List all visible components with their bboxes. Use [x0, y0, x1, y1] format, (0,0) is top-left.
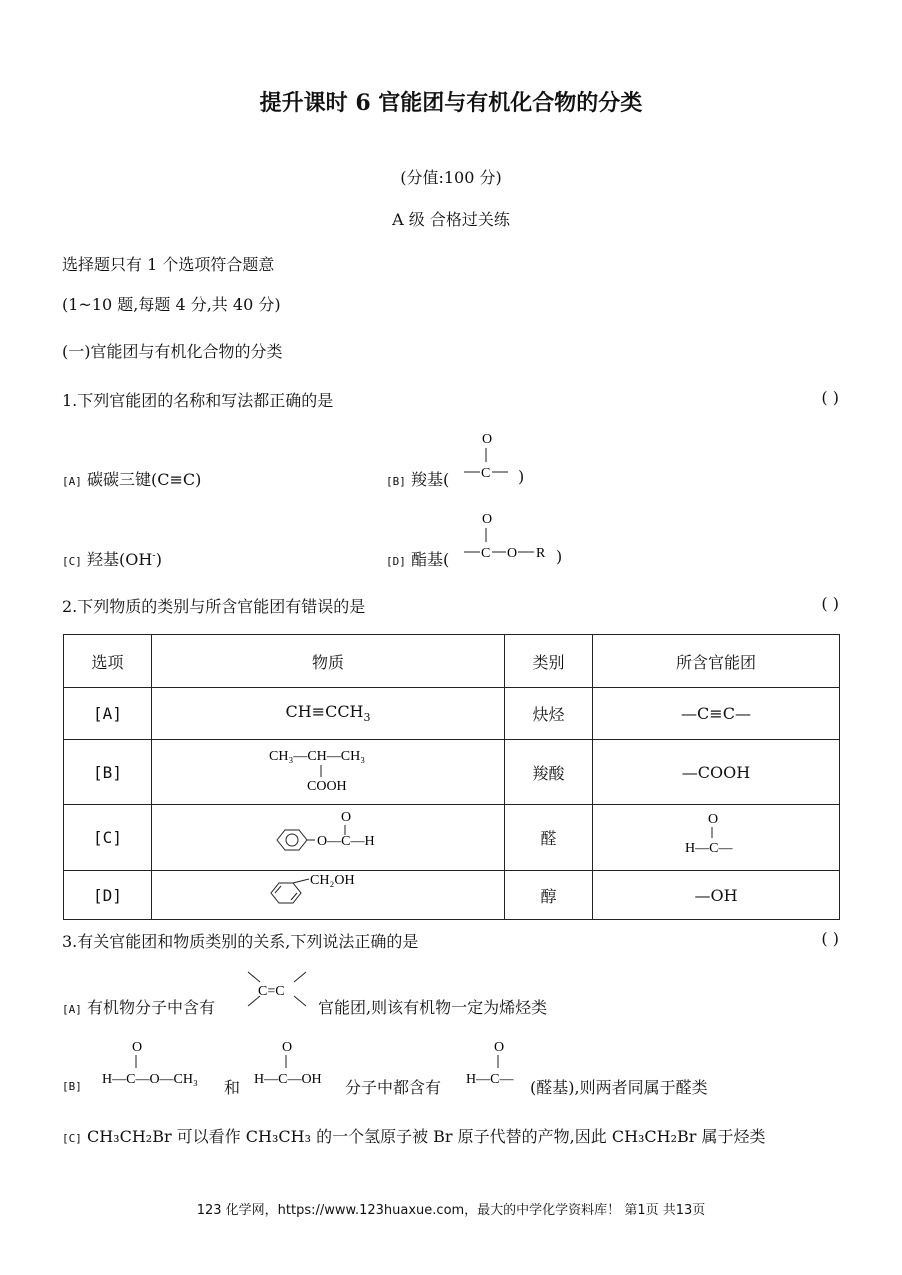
- header-functional-group: 所含官能团: [593, 635, 840, 688]
- option-text: CH₃CH₂Br 可以看作 CH₃CH₃ 的一个氢原子被 Br 原子代替的产物,因此 CH₃CH₂Br 属于烃类: [86, 1127, 766, 1146]
- formic-acid-structure: [252, 1036, 342, 1094]
- q3-option-a-pre: [62, 995, 215, 1018]
- q2-table: [63, 634, 840, 920]
- option-tag: [C]: [62, 555, 82, 568]
- isobutyric-acid-structure: [263, 742, 393, 798]
- q1-b-close: ): [518, 467, 525, 486]
- svg-text:H—C—O—CH₃: H—C—O—CH₃: [102, 1072, 198, 1087]
- q3-mid: 分子中都含有: [345, 1078, 442, 1097]
- row-b-substance: [152, 740, 505, 805]
- aldehyde-group-structure: [464, 1036, 528, 1094]
- svg-text:CH₂OH: CH₂OH: [310, 873, 355, 888]
- row-c-group: [593, 805, 840, 871]
- svg-text:O: O: [482, 512, 493, 527]
- carbonyl-structure: [460, 428, 520, 488]
- svg-text:O—C—H: O—C—H: [317, 833, 375, 849]
- q3-option-b-tag: [B]: [62, 1080, 82, 1093]
- option-text: 羟基(OH: [86, 550, 153, 569]
- option-tag: [A]: [62, 475, 82, 488]
- svg-text:H—C—: H—C—: [685, 840, 733, 856]
- row-d-substance: [152, 871, 505, 920]
- svg-text:R: R: [536, 546, 546, 561]
- header-substance: 物质: [152, 635, 505, 688]
- row-d-option: [D]: [64, 871, 152, 920]
- alkene-structure: [244, 968, 310, 1012]
- option-tag: [C]: [62, 1132, 82, 1145]
- question-3-answer-blank: ( ): [821, 929, 839, 948]
- benzyl-alcohol-structure: [263, 871, 393, 915]
- aldehyde-group-structure: [681, 808, 751, 864]
- option-close: ): [155, 550, 162, 569]
- level-heading: A 级 合格过关练: [392, 210, 510, 229]
- svg-text:O: O: [708, 811, 719, 827]
- q3-and: 和: [224, 1078, 241, 1097]
- q3-option-b-post: (醛基),则两者同属于醛类: [530, 1078, 708, 1097]
- option-tag: [A]: [62, 1003, 82, 1016]
- question-2-stem: 2.下列物质的类别与所含官能团有错误的是: [62, 597, 366, 616]
- q3-option-c: [62, 1124, 766, 1147]
- ester-structure: [460, 508, 563, 568]
- option-text: 碳碳三键(C≡C): [86, 470, 202, 489]
- q3-option-a-post: 官能团,则该有机物一定为烯烃类: [318, 998, 548, 1017]
- svg-text:O: O: [341, 809, 352, 825]
- row-a-option: [A]: [64, 688, 152, 740]
- row-b-class: 羧酸: [505, 740, 593, 805]
- svg-text:C: C: [481, 546, 491, 561]
- q1-option-d: [386, 547, 449, 570]
- q1-d-close: ): [556, 547, 563, 566]
- page-title: 提升课时 6 官能团与有机化合物的分类: [259, 90, 643, 116]
- option-tag: [D]: [386, 555, 406, 568]
- q1-option-c: [62, 547, 162, 570]
- header-option: 选项: [64, 635, 152, 688]
- atom-c: C: [481, 466, 491, 481]
- svg-text:COOH: COOH: [307, 779, 347, 794]
- option-text: 酯基(: [410, 550, 450, 569]
- svg-text:O: O: [132, 1040, 143, 1055]
- svg-text:O: O: [507, 546, 518, 561]
- row-b-option: [B]: [64, 740, 152, 805]
- intro-line-2: (1~10 题,每题 4 分,共 40 分): [62, 295, 281, 314]
- header-class: 类别: [505, 635, 593, 688]
- row-c-substance: [152, 805, 505, 871]
- page-footer: 123 化学网，https://www.123huaxue.com，最大的中学化学资料库！ 第1页 共13页: [196, 1203, 706, 1218]
- svg-text:O: O: [494, 1040, 505, 1055]
- svg-text:H—C—OH: H—C—OH: [254, 1072, 322, 1087]
- row-d-group: —OH: [593, 871, 840, 920]
- row-d-class: 醇: [505, 871, 593, 920]
- phenyl-formate-structure: [263, 808, 393, 864]
- option-text: 羧基(: [410, 470, 450, 489]
- row-a-class: 炔烃: [505, 688, 593, 740]
- score-note: (分值:100 分): [400, 168, 502, 187]
- question-3-stem: 3.有关官能团和物质类别的关系,下列说法正确的是: [62, 932, 419, 951]
- svg-text:H—C—: H—C—: [466, 1072, 514, 1087]
- question-1-answer-blank: ( ): [821, 388, 839, 407]
- section-heading: (一)官能团与有机化合物的分类: [62, 342, 283, 361]
- intro-line-1: 选择题只有 1 个选项符合题意: [62, 255, 275, 274]
- svg-text:O: O: [282, 1040, 293, 1055]
- row-b-group: —COOH: [593, 740, 840, 805]
- option-tag: [B]: [386, 475, 406, 488]
- svg-text:CH₃—CH—CH₃: CH₃—CH—CH₃: [269, 749, 366, 764]
- atom-o: O: [482, 432, 493, 447]
- row-a-group: —C≡C—: [593, 688, 840, 740]
- row-a-substance: $CH\equiv CCH_3$: [152, 688, 505, 740]
- methyl-formate-structure: [100, 1036, 218, 1094]
- row-c-option: [C]: [64, 805, 152, 871]
- question-1-stem: 1.下列官能团的名称和写法都正确的是: [62, 391, 334, 410]
- question-2-answer-blank: ( ): [821, 594, 839, 613]
- superscript-minus: -: [152, 550, 156, 562]
- row-c-class: 醛: [505, 805, 593, 871]
- option-text: 有机物分子中含有: [86, 998, 215, 1017]
- q1-option-a: [62, 467, 201, 490]
- q1-option-b: [386, 467, 449, 490]
- svg-text:C=C: C=C: [258, 984, 285, 999]
